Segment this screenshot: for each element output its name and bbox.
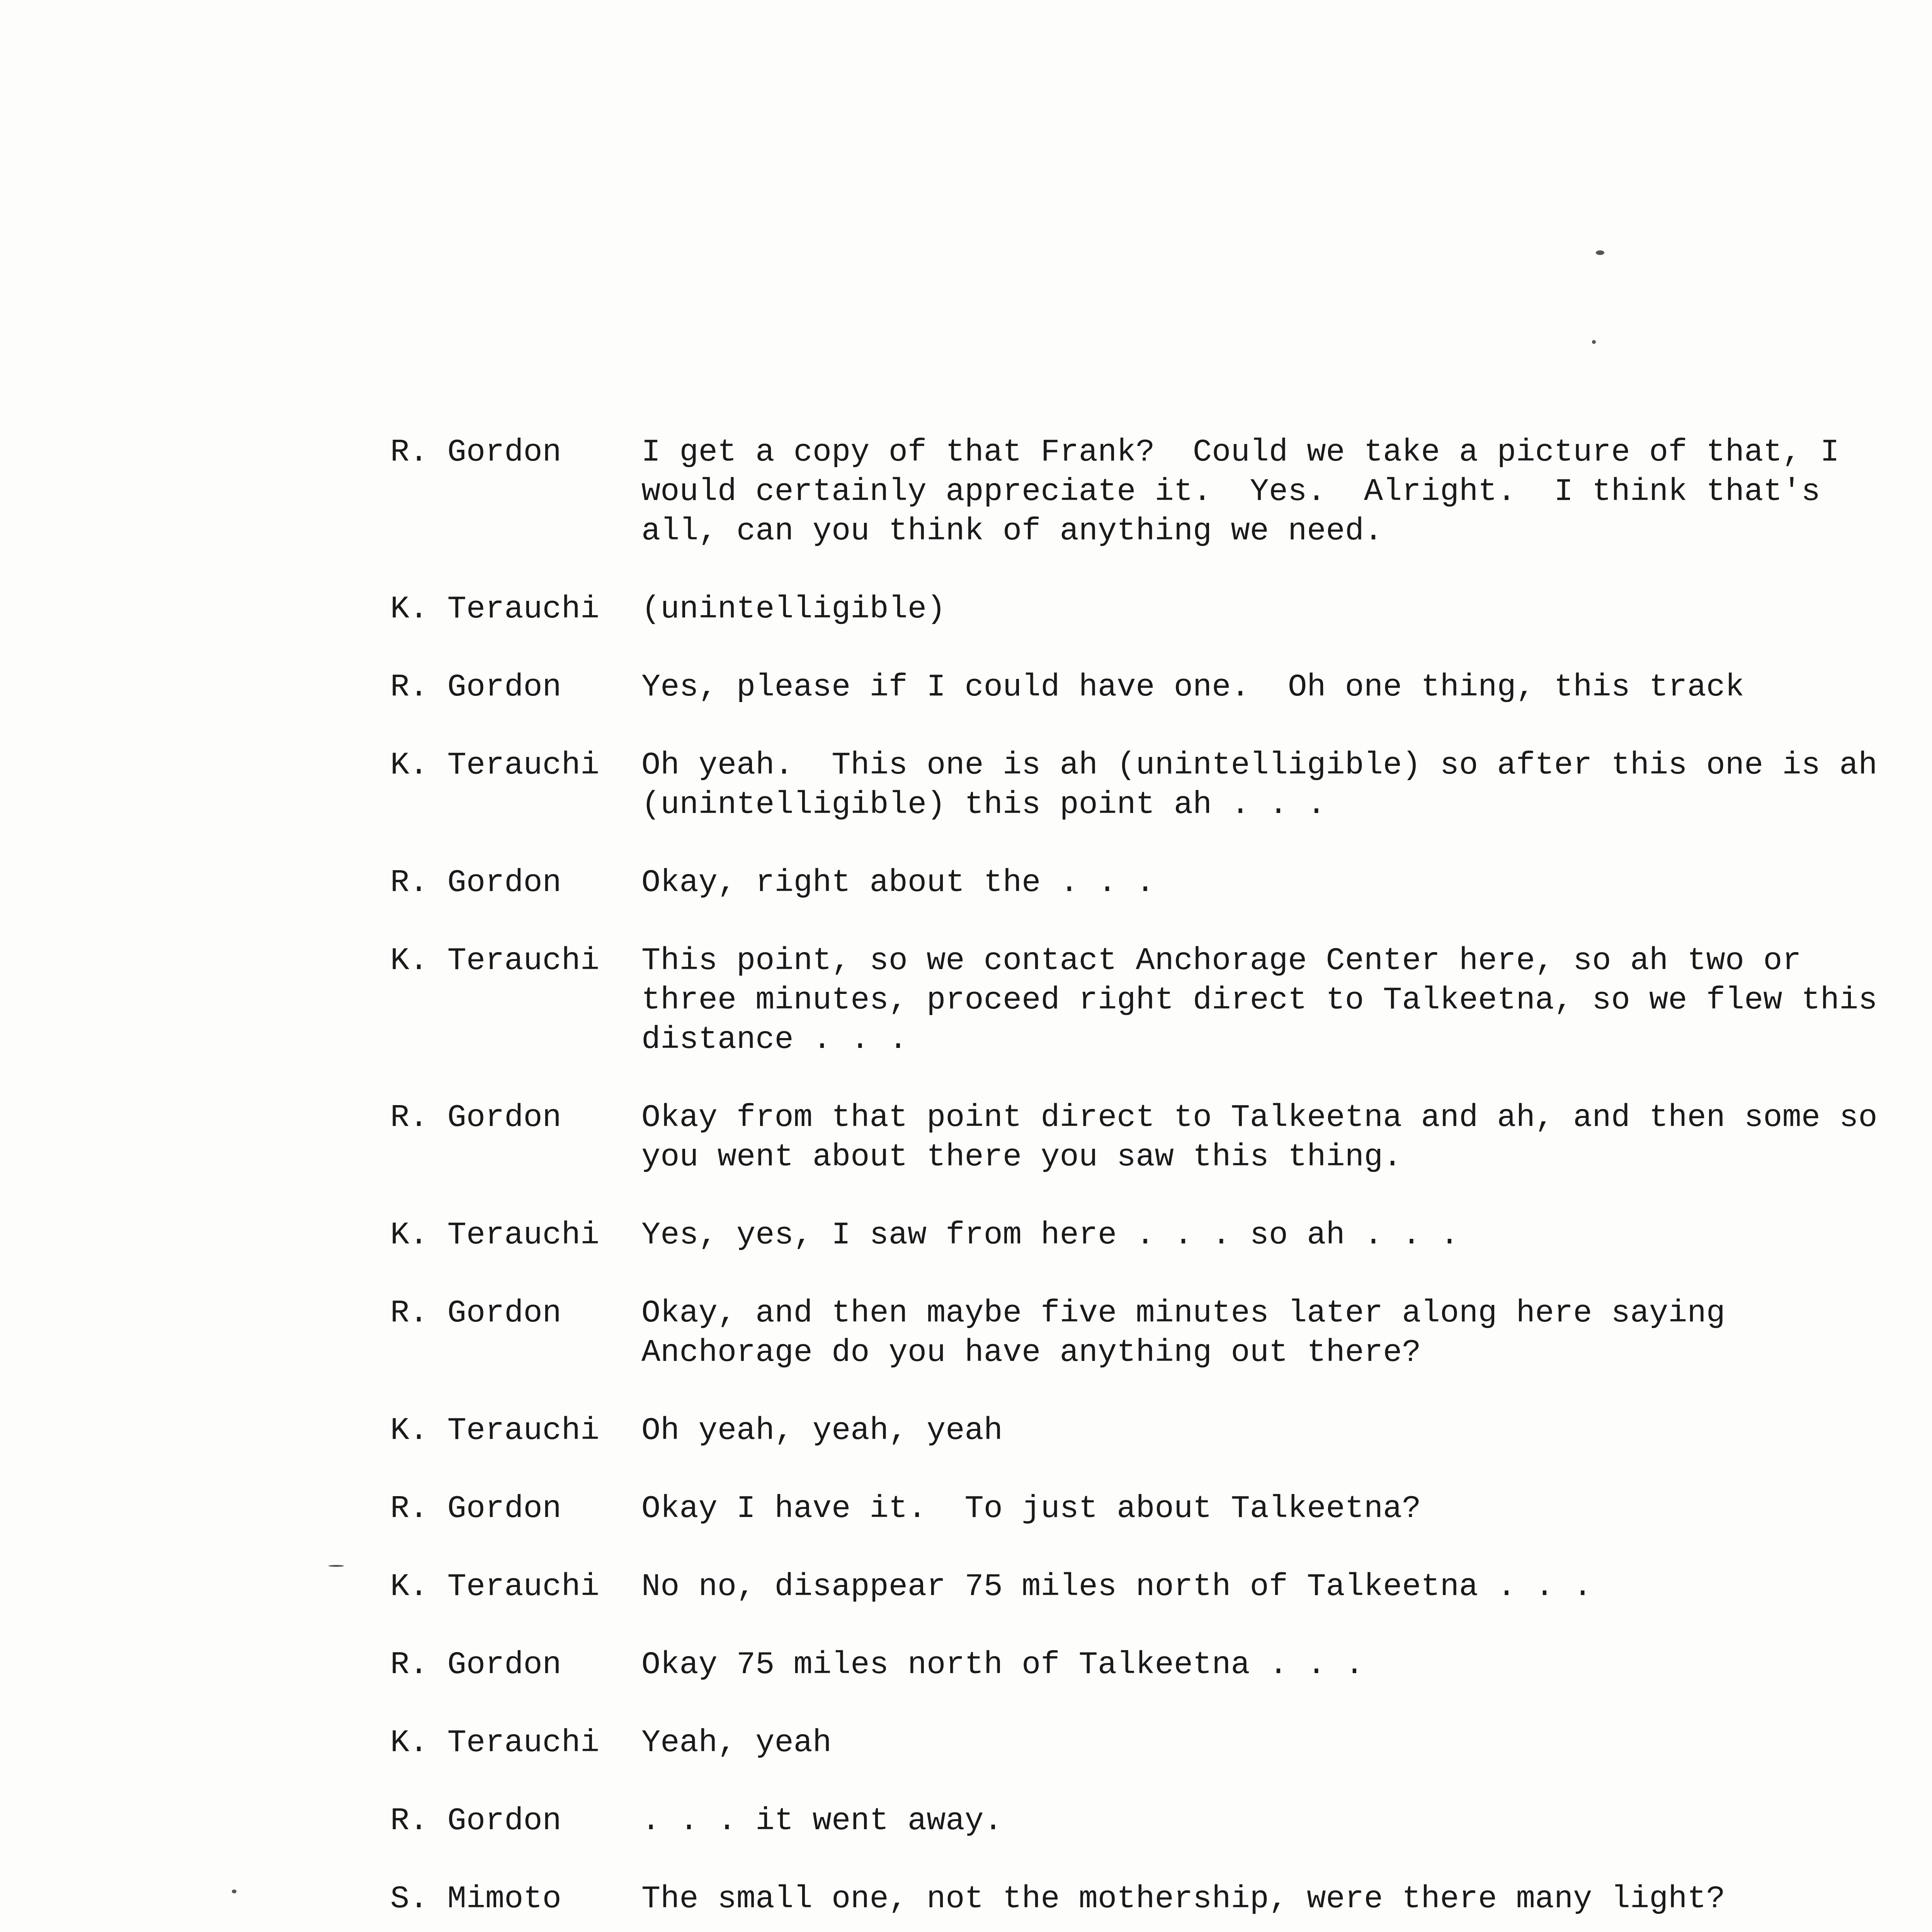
transcript-entry	[390, 1801, 1932, 1841]
speaker-name: K. Terauchi	[390, 747, 600, 783]
speech-text: This point, so we contact Anchorage Center here, so ah two or three minutes, proceed right direct to Talkeetna, so we flew this distance . . .	[641, 943, 1878, 1058]
transcript-entry	[390, 1723, 1932, 1763]
speaker-name: R. Gordon	[390, 669, 561, 705]
transcript-entry	[390, 1216, 1932, 1255]
speech-text: (unintelligible)	[641, 591, 946, 627]
speech-text: Yes, please if I could have one. Oh one thing, this track	[641, 669, 1745, 705]
speech-text: I get a copy of that Frank? Could we take a picture of that, I would certainly appreciate it. Yes. Alright. I think that's all, can you think of anything we need.	[641, 434, 1840, 549]
speaker-name: K. Terauchi	[390, 591, 600, 627]
transcript-entry	[390, 941, 1932, 1060]
speaker-name: R. Gordon	[390, 1100, 561, 1136]
speaker-name: K. Terauchi	[390, 1217, 600, 1253]
scan-speck	[1592, 340, 1596, 344]
speaker-name: R. Gordon	[390, 865, 561, 901]
speaker-name: R. Gordon	[390, 1803, 561, 1839]
speaker-name: S. Mimoto	[390, 1881, 561, 1917]
transcript-entry	[390, 433, 1932, 551]
speaker-name: K. Terauchi	[390, 943, 600, 979]
scan-speck	[232, 1889, 236, 1893]
speaker-name: R. Gordon	[390, 1295, 561, 1331]
transcript-entry	[390, 1645, 1932, 1685]
speech-text: Oh yeah. This one is ah (unintelligible) so after this one is ah (unintelligible) this point ah . . .	[641, 747, 1878, 823]
transcript-entry	[390, 1411, 1932, 1451]
speech-text: Okay from that point direct to Talkeetna and ah, and then some so you went about there you saw this thing.	[641, 1100, 1878, 1175]
transcript	[390, 433, 1932, 1932]
transcript-entry	[390, 1489, 1932, 1529]
scan-speck	[328, 1565, 344, 1567]
speech-text: Yeah, yeah	[641, 1725, 832, 1761]
transcript-entry	[390, 746, 1932, 825]
scan-speck	[1596, 250, 1604, 255]
transcript-entry	[390, 1567, 1932, 1607]
speech-text: Okay I have it. To just about Talkeetna?	[641, 1491, 1421, 1527]
speech-text: . . . it went away.	[641, 1803, 1003, 1839]
speech-text: The small one, not the mothership, were there many light?	[641, 1881, 1725, 1917]
transcript-entry	[390, 1098, 1932, 1177]
transcript-entry	[390, 863, 1932, 903]
speech-text: Okay, right about the . . .	[641, 865, 1155, 901]
transcript-entry	[390, 1294, 1932, 1372]
transcript-entry	[390, 1879, 1932, 1919]
speech-text: No no, disappear 75 miles north of Talkeetna . . .	[641, 1569, 1592, 1605]
speech-text: Oh yeah, yeah, yeah	[641, 1413, 1003, 1449]
speaker-name: R. Gordon	[390, 1647, 561, 1683]
speaker-name: R. Gordon	[390, 1491, 561, 1527]
speaker-name: K. Terauchi	[390, 1569, 600, 1605]
speech-text: Okay, and then maybe five minutes later along here saying Anchorage do you have anything out there?	[641, 1295, 1725, 1371]
speaker-name: K. Terauchi	[390, 1413, 600, 1449]
transcript-entry	[390, 668, 1932, 707]
speaker-name: K. Terauchi	[390, 1725, 600, 1761]
speech-text: Yes, yes, I saw from here . . . so ah . . .	[641, 1217, 1459, 1253]
speaker-name: R. Gordon	[390, 434, 561, 470]
transcript-entry	[390, 590, 1932, 629]
speech-text: Okay 75 miles north of Talkeetna . . .	[641, 1647, 1364, 1683]
